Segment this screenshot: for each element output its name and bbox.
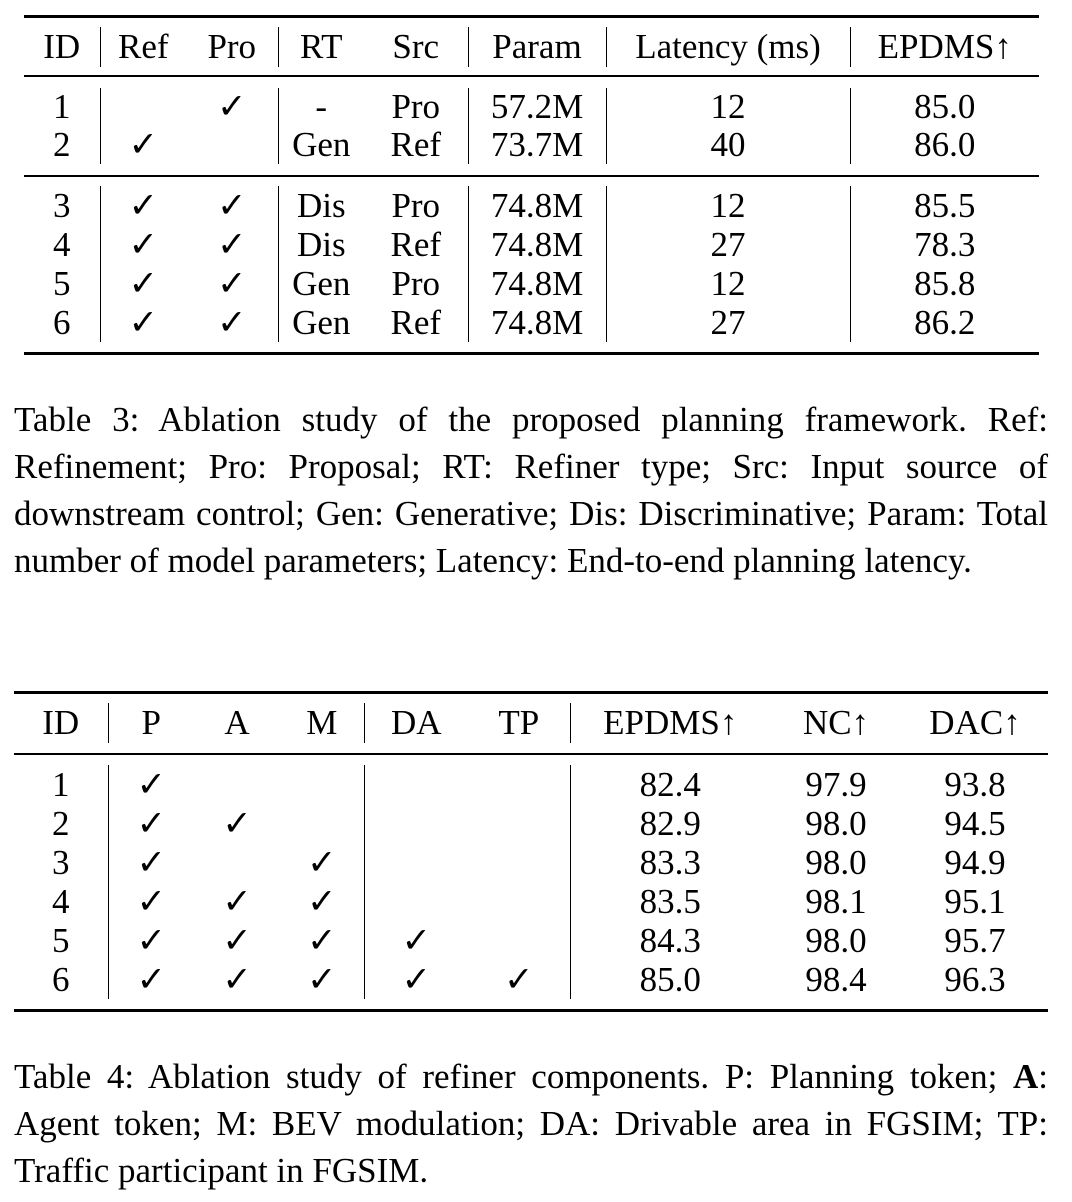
cell-nc: 98.1 bbox=[805, 881, 867, 921]
cell-da bbox=[364, 765, 468, 804]
cell-a: ✓ bbox=[222, 920, 252, 960]
cell-id: 1 bbox=[14, 765, 108, 804]
cell-epdms: 83.5 bbox=[639, 881, 701, 921]
table3 bbox=[24, 27, 1039, 342]
table3-header-row bbox=[24, 27, 1039, 67]
table3-header-ref: Ref bbox=[117, 27, 169, 66]
cell-id: 2 bbox=[24, 126, 100, 164]
cell-param: 74.8M bbox=[468, 225, 606, 264]
cell-nc: 97.9 bbox=[805, 764, 867, 804]
table3-header-rt: RT bbox=[299, 27, 343, 66]
table4-header-nc: NC↑ bbox=[802, 703, 870, 742]
cell-rt: Gen bbox=[292, 263, 351, 303]
cell-dac: 95.7 bbox=[944, 920, 1006, 960]
table3-top-rule bbox=[24, 15, 1039, 18]
cell-m: ✓ bbox=[280, 843, 364, 882]
table4 bbox=[14, 703, 1048, 999]
cell-ref: ✓ bbox=[128, 125, 158, 164]
cell-tp bbox=[468, 804, 570, 843]
cell-param: 74.8M bbox=[468, 264, 606, 303]
cell-ref: ✓ bbox=[128, 263, 158, 303]
cell-src: Ref bbox=[364, 225, 468, 264]
cell-id: 1 bbox=[24, 88, 100, 126]
cell-param: 73.7M bbox=[468, 126, 606, 164]
cell-rt: - bbox=[315, 87, 328, 126]
cell-p: ✓ bbox=[136, 764, 166, 804]
cell-latency: 12 bbox=[606, 264, 850, 303]
table4-top-rule bbox=[14, 691, 1048, 694]
cell-nc: 98.0 bbox=[805, 920, 867, 960]
cell-dac: 95.1 bbox=[944, 881, 1006, 921]
cell-da: ✓ bbox=[401, 959, 431, 999]
cell-a bbox=[194, 765, 280, 804]
cell-nc: 98.0 bbox=[805, 842, 867, 882]
table-row bbox=[14, 921, 1048, 960]
cell-a: ✓ bbox=[222, 803, 252, 843]
cell-latency: 27 bbox=[606, 303, 850, 342]
cell-a: ✓ bbox=[222, 959, 252, 999]
cell-epdms: 85.0 bbox=[914, 87, 976, 126]
cell-id: 3 bbox=[14, 843, 108, 882]
cell-dac: 96.3 bbox=[944, 959, 1006, 999]
cell-m: ✓ bbox=[280, 882, 364, 921]
cell-ref: ✓ bbox=[128, 224, 158, 264]
table3-header-pro: Pro bbox=[186, 27, 278, 67]
cell-p: ✓ bbox=[136, 842, 166, 882]
cell-tp bbox=[468, 843, 570, 882]
cell-pro: ✓ bbox=[186, 225, 278, 264]
cell-epdms: 85.8 bbox=[914, 263, 976, 303]
table-row bbox=[14, 843, 1048, 882]
cell-epdms: 83.3 bbox=[639, 842, 701, 882]
table3-header-epdms: EPDMS↑ bbox=[877, 27, 1012, 66]
cell-tp bbox=[468, 882, 570, 921]
cell-m bbox=[280, 804, 364, 843]
cell-pro: ✓ bbox=[186, 186, 278, 225]
cell-da bbox=[364, 804, 468, 843]
table4-caption-suffix: : Agent token; M: BEV modulation; DA: Drivable area in FGSIM; TP: Traffic participant in FGSIM. bbox=[14, 1057, 1048, 1190]
cell-id: 6 bbox=[24, 303, 100, 342]
table4-caption-bold: A bbox=[1012, 1057, 1039, 1096]
cell-pro: ✓ bbox=[186, 303, 278, 342]
cell-latency: 40 bbox=[606, 126, 850, 164]
cell-rt: Dis bbox=[296, 224, 346, 264]
cell-pro: ✓ bbox=[186, 264, 278, 303]
cell-a bbox=[194, 843, 280, 882]
table4-bottom-rule bbox=[14, 1009, 1048, 1012]
cell-m: ✓ bbox=[280, 921, 364, 960]
cell-id: 3 bbox=[24, 186, 100, 225]
cell-epdms: 84.3 bbox=[639, 920, 701, 960]
cell-dac: 94.5 bbox=[944, 803, 1006, 843]
cell-p: ✓ bbox=[136, 881, 166, 921]
cell-m: ✓ bbox=[280, 960, 364, 999]
cell-p: ✓ bbox=[136, 920, 166, 960]
cell-nc: 98.0 bbox=[805, 803, 867, 843]
cell-src: Pro bbox=[364, 186, 468, 225]
table4-header-m: M bbox=[280, 703, 364, 743]
cell-tp: ✓ bbox=[468, 960, 570, 999]
cell-id: 2 bbox=[14, 804, 108, 843]
table3-bottom-rule bbox=[24, 352, 1039, 355]
table-row bbox=[14, 882, 1048, 921]
table-row bbox=[14, 765, 1048, 804]
cell-tp bbox=[468, 765, 570, 804]
cell-src: Ref bbox=[364, 126, 468, 164]
cell-id: 4 bbox=[24, 225, 100, 264]
cell-epdms: 86.0 bbox=[914, 125, 976, 164]
table4-caption bbox=[14, 1053, 1048, 1194]
table-row bbox=[24, 225, 1039, 264]
cell-rt: Gen bbox=[292, 125, 351, 164]
cell-param: 74.8M bbox=[468, 303, 606, 342]
table-row bbox=[14, 960, 1048, 999]
table-row bbox=[24, 126, 1039, 164]
cell-id: 4 bbox=[14, 882, 108, 921]
table-row bbox=[14, 804, 1048, 843]
cell-epdms: 86.2 bbox=[914, 302, 976, 342]
table4-header-p: P bbox=[141, 703, 161, 742]
table3-caption: Table 3: Ablation study of the proposed planning framework. Ref: Refinement; Pro: Proposal; RT: Refiner type; Src: Input source of downstream control; Gen: Generative; Dis: Discriminative; Param: Total number of model parameters; Latency: End-to-end planning latency. bbox=[14, 400, 1048, 580]
cell-ref: ✓ bbox=[128, 302, 158, 342]
cell-id: 5 bbox=[24, 264, 100, 303]
table3-header-param: Param bbox=[468, 27, 606, 67]
cell-dac: 94.9 bbox=[944, 842, 1006, 882]
cell-pro bbox=[186, 126, 278, 164]
cell-p: ✓ bbox=[136, 803, 166, 843]
cell-nc: 98.4 bbox=[805, 959, 867, 999]
table-row bbox=[24, 88, 1039, 126]
cell-da bbox=[364, 882, 468, 921]
cell-latency: 27 bbox=[606, 225, 850, 264]
cell-id: 6 bbox=[14, 960, 108, 999]
table4-header-da: DA bbox=[390, 703, 442, 742]
table4-caption-prefix: Table 4: Ablation study of refiner components. P: Planning token; bbox=[14, 1057, 1013, 1096]
cell-ref: ✓ bbox=[128, 185, 158, 225]
cell-rt: Dis bbox=[296, 185, 346, 225]
cell-rt: Gen bbox=[292, 302, 351, 342]
cell-tp bbox=[468, 921, 570, 960]
cell-param: 57.2M bbox=[468, 88, 606, 126]
cell-latency: 12 bbox=[606, 186, 850, 225]
table4-header-id: ID bbox=[14, 703, 108, 743]
table-row bbox=[24, 186, 1039, 225]
cell-src: Pro bbox=[364, 264, 468, 303]
cell-epdms: 82.9 bbox=[639, 803, 701, 843]
cell-ref bbox=[100, 88, 186, 126]
cell-epdms: 78.3 bbox=[914, 224, 976, 264]
table-row bbox=[24, 303, 1039, 342]
cell-p: ✓ bbox=[136, 959, 166, 999]
cell-dac: 93.8 bbox=[944, 764, 1006, 804]
table4-header-tp: TP bbox=[468, 703, 570, 743]
cell-id: 5 bbox=[14, 921, 108, 960]
cell-epdms: 82.4 bbox=[639, 764, 701, 804]
cell-src: Ref bbox=[364, 303, 468, 342]
cell-src: Pro bbox=[364, 88, 468, 126]
cell-pro: ✓ bbox=[186, 88, 278, 126]
cell-epdms: 85.5 bbox=[914, 185, 976, 225]
cell-epdms: 85.0 bbox=[639, 959, 701, 999]
table3-header-id: ID bbox=[24, 27, 100, 67]
table3-header-src: Src bbox=[364, 27, 468, 67]
table-row bbox=[24, 264, 1039, 303]
table4-header-a: A bbox=[224, 703, 250, 742]
table3-header-latency: Latency (ms) bbox=[606, 27, 850, 67]
table4-header-dac: DAC↑ bbox=[929, 703, 1021, 742]
cell-da: ✓ bbox=[401, 920, 431, 960]
cell-a: ✓ bbox=[222, 881, 252, 921]
table4-header-row bbox=[14, 703, 1048, 743]
cell-param: 74.8M bbox=[468, 186, 606, 225]
table4-header-epdms: EPDMS↑ bbox=[603, 703, 738, 742]
cell-latency: 12 bbox=[606, 88, 850, 126]
cell-m bbox=[280, 765, 364, 804]
cell-da bbox=[364, 843, 468, 882]
